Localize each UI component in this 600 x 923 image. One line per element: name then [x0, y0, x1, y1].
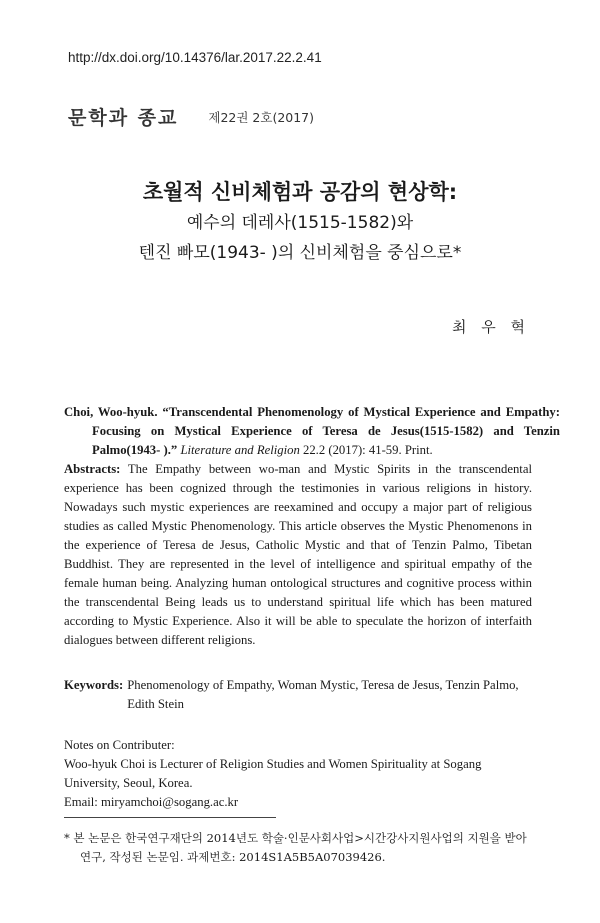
abstract-label: Abstracts: — [64, 462, 121, 476]
citation-details: 22.2 (2017): 41-59. Print. — [302, 443, 433, 457]
citation — [64, 403, 560, 460]
paper-title — [0, 177, 600, 267]
journal-issue: 제22권 2호(2017) — [208, 109, 315, 125]
keywords-text: Phenomenology of Empathy, Woman Mystic, Teresa de Jesus, Tenzin Palmo, Edith Stein — [127, 678, 519, 711]
keywords — [64, 676, 532, 714]
contributor-notes — [64, 736, 532, 812]
notes-heading: Notes on Contributer: — [64, 738, 175, 752]
title-main: 초월적 신비체험과 공감의 현상학: — [142, 180, 458, 204]
abstract-text: The Empathy between wo-man and Mystic Spirits in the transcendental experience has been cognized through the testimonies in various religions in history. Nowadays such mystic experiences are reexamined and occupy a major part of religious studies as called Mystic Phenomenology. This article observes the Mystic Phenomenons in the experience of Teresa de Jesus, Catholic Mystic and that of Tenzin Palmo, Tibetan Buddhist. They are represented in the level of intelligence and spiritual empathy of the female human being. Analyzing human ontological structures and cognitive process within the transcendental Being leads us to understand spiritual life which has been matured according to Mystic Experience. Also it will be able to speculate the horizon of interfaith dialogues between different religions. — [64, 462, 532, 647]
author-name: 최 우 혁 — [451, 318, 530, 336]
doi-link[interactable]: http://dx.doi.org/10.14376/lar.2017.22.2.41 — [68, 50, 322, 65]
title-subtitle-line-2: 텐진 빠모(1943- )의 신비체험을 중심으로* — [138, 243, 462, 263]
abstract — [64, 460, 532, 650]
citation-title: “Transcendental Phenomenology of Mystical Experience and Empathy: Focusing on Mystical Experience of Teresa de Jesus(1515-1582) and Tenzin Palmo(1943- ).” — [92, 405, 560, 457]
citation-journal: Literature and Religion — [180, 443, 300, 457]
keywords-label: Keywords: — [64, 678, 124, 692]
footnote-divider — [64, 817, 276, 818]
notes-bio: Woo-hyuk Choi is Lecturer of Religion Studies and Women Spirituality at Sogang University, Seoul, Korea. — [64, 757, 482, 790]
journal-header — [68, 103, 314, 127]
citation-author: Choi, Woo-hyuk. — [64, 405, 158, 419]
journal-logo: 문학과 종교 — [68, 107, 179, 129]
title-subtitle-line-1: 예수의 데레사(1515-1582)와 — [186, 213, 414, 233]
notes-email: Email: miryamchoi@sogang.ac.kr — [64, 795, 239, 809]
footnote: * 본 논문은 한국연구재단의 2014년도 학술·인문사회사업>시간강사지원사업의 지원을 받아 연구, 작성된 논문임. 과제번호: 2014S1A5B5A07039426. — [64, 831, 527, 864]
